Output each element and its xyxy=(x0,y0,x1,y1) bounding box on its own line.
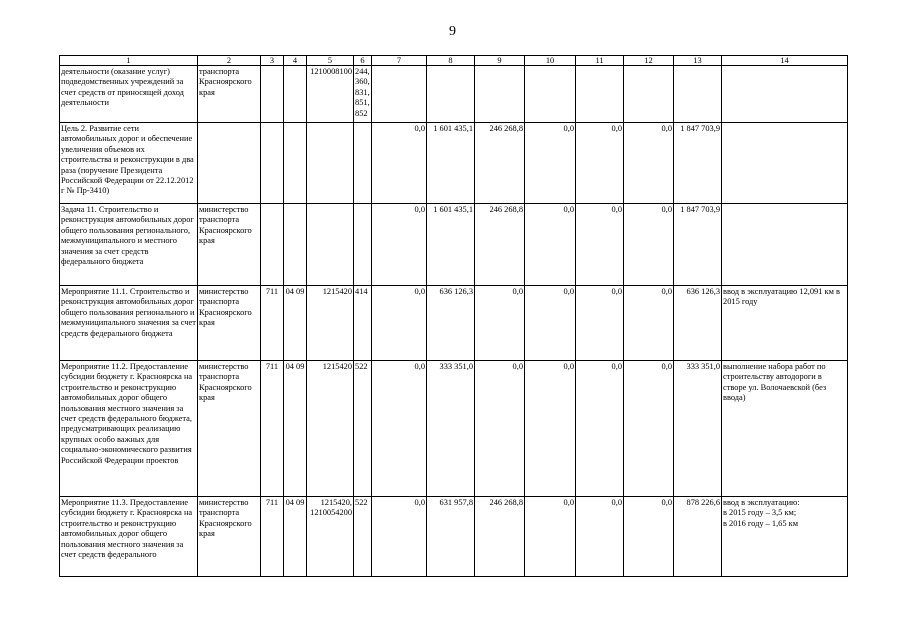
result-cell: ввод в эксплуатацию 12,091 км в 2015 году xyxy=(722,286,848,361)
amount-cell: 1 847 703,9 xyxy=(674,204,722,286)
result-cell xyxy=(722,123,848,204)
amount-cell xyxy=(427,66,475,123)
column-header: 10 xyxy=(525,56,576,66)
amount-cell: 0,0 xyxy=(525,361,576,497)
amount-cell xyxy=(372,66,427,123)
table-row xyxy=(60,66,848,123)
column-header: 11 xyxy=(576,56,624,66)
code-cell: 04 09 xyxy=(284,286,307,361)
amount-cell: 636 126,3 xyxy=(674,286,722,361)
code-cell xyxy=(307,123,354,204)
result-cell: выполнение набора работ по строительству автодороги в створе ул. Волочаевской (без ввода) xyxy=(722,361,848,497)
code-cell xyxy=(261,123,284,204)
code-cell xyxy=(354,123,372,204)
administrator-cell: министерство транспорта Красноярского края xyxy=(198,361,261,497)
amount-cell: 636 126,3 xyxy=(427,286,475,361)
amount-cell xyxy=(674,66,722,123)
code-cell xyxy=(284,66,307,123)
column-header: 7 xyxy=(372,56,427,66)
code-cell: 1210008100 xyxy=(307,66,354,123)
code-cell xyxy=(284,123,307,204)
code-cell: 711 xyxy=(261,286,284,361)
description-cell: Мероприятие 11.2. Предоставление субсидии бюджету г. Красноярска на строительство и реконструкцию автомобильных дорог общего пользования местного значения за счет средств федерального бюджета, предусматривающих реализацию крупных особо важных для социально-экономического развития Российской Федерации проектов xyxy=(60,361,198,497)
result-cell: ввод в эксплуатацию: в 2015 году – 3,5 км; в 2016 году – 1,65 км xyxy=(722,497,848,577)
code-cell xyxy=(261,204,284,286)
description-cell: Цель 2. Развитие сети автомобильных дорог и обеспечение увеличения объемов их строительства и реконструкции в два раза (поручение Президента Российской Федерации от 22.12.2012 г № Пр-3410) xyxy=(60,123,198,204)
amount-cell: 0,0 xyxy=(624,286,674,361)
amount-cell: 1 847 703,9 xyxy=(674,123,722,204)
amount-cell xyxy=(624,66,674,123)
administrator-cell: министерство транспорта Красноярского края xyxy=(198,286,261,361)
code-cell: 522 xyxy=(354,497,372,577)
code-cell xyxy=(261,66,284,123)
code-cell: 1215420, 1210054200 xyxy=(307,497,354,577)
description-cell: Мероприятие 11.3. Предоставление субсидии бюджету г. Красноярска на строительство и реконструкцию автомобильных дорог общего пользования местного значения за счет средств федерального xyxy=(60,497,198,577)
amount-cell: 0,0 xyxy=(624,361,674,497)
table-row xyxy=(60,123,848,204)
description-cell: Мероприятие 11.1. Строительство и реконструкция автомобильных дорог общего пользования регионального и межмуниципального значения за счет средств федерального бюджета xyxy=(60,286,198,361)
amount-cell: 0,0 xyxy=(475,361,525,497)
amount-cell: 0,0 xyxy=(372,497,427,577)
code-cell: 522 xyxy=(354,361,372,497)
code-cell: 711 xyxy=(261,497,284,577)
amount-cell: 0,0 xyxy=(372,123,427,204)
amount-cell: 631 957,8 xyxy=(427,497,475,577)
code-cell: 414 xyxy=(354,286,372,361)
code-cell: 1215420 xyxy=(307,361,354,497)
result-cell xyxy=(722,66,848,123)
amount-cell: 0,0 xyxy=(576,361,624,497)
amount-cell: 0,0 xyxy=(624,123,674,204)
column-header: 5 xyxy=(307,56,354,66)
table-row xyxy=(60,361,848,497)
budget-table xyxy=(59,55,848,577)
code-cell: 04 09 xyxy=(284,361,307,497)
amount-cell: 0,0 xyxy=(525,123,576,204)
amount-cell: 0,0 xyxy=(372,286,427,361)
table-row xyxy=(60,497,848,577)
amount-cell: 0,0 xyxy=(624,497,674,577)
amount-cell: 0,0 xyxy=(576,204,624,286)
amount-cell: 0,0 xyxy=(372,204,427,286)
amount-cell: 0,0 xyxy=(576,286,624,361)
column-header: 12 xyxy=(624,56,674,66)
code-cell xyxy=(284,204,307,286)
amount-cell: 333 351,0 xyxy=(674,361,722,497)
description-cell: деятельности (оказание услуг) подведомственных учреждений за счет средств от приносящей доход деятельности xyxy=(60,66,198,123)
column-header: 3 xyxy=(261,56,284,66)
table-row xyxy=(60,286,848,361)
column-header: 1 xyxy=(60,56,198,66)
amount-cell: 0,0 xyxy=(576,497,624,577)
code-cell: 1215420 xyxy=(307,286,354,361)
page-number: 9 xyxy=(449,24,456,39)
table-row xyxy=(60,204,848,286)
description-cell: Задача 11. Строительство и реконструкция автомобильных дорог общего пользования регионального, межмуниципального и местного значения за счет средств федерального бюджета xyxy=(60,204,198,286)
result-cell xyxy=(722,204,848,286)
column-header: 9 xyxy=(475,56,525,66)
administrator-cell xyxy=(198,123,261,204)
administrator-cell: министерство транспорта Красноярского края xyxy=(198,497,261,577)
amount-cell xyxy=(525,66,576,123)
amount-cell: 1 601 435,1 xyxy=(427,123,475,204)
amount-cell: 333 351,0 xyxy=(427,361,475,497)
column-header: 14 xyxy=(722,56,848,66)
amount-cell: 0,0 xyxy=(372,361,427,497)
column-header: 2 xyxy=(198,56,261,66)
column-header: 13 xyxy=(674,56,722,66)
administrator-cell: министерство транспорта Красноярского края xyxy=(198,204,261,286)
amount-cell: 0,0 xyxy=(624,204,674,286)
amount-cell: 0,0 xyxy=(525,497,576,577)
column-header: 6 xyxy=(354,56,372,66)
amount-cell: 0,0 xyxy=(525,286,576,361)
column-header-row xyxy=(60,56,848,66)
code-cell xyxy=(354,204,372,286)
administrator-cell: транспорта Красноярского края xyxy=(198,66,261,123)
code-cell: 04 09 xyxy=(284,497,307,577)
amount-cell xyxy=(475,66,525,123)
amount-cell: 0,0 xyxy=(475,286,525,361)
amount-cell xyxy=(576,66,624,123)
amount-cell: 246 268,8 xyxy=(475,123,525,204)
column-header: 8 xyxy=(427,56,475,66)
amount-cell: 0,0 xyxy=(525,204,576,286)
code-cell: 711 xyxy=(261,361,284,497)
amount-cell: 246 268,8 xyxy=(475,497,525,577)
amount-cell: 246 268,8 xyxy=(475,204,525,286)
code-cell xyxy=(307,204,354,286)
amount-cell: 0,0 xyxy=(576,123,624,204)
column-header: 4 xyxy=(284,56,307,66)
amount-cell: 1 601 435,1 xyxy=(427,204,475,286)
amount-cell: 878 226,6 xyxy=(674,497,722,577)
code-cell: 244, 360, 831, 851, 852 xyxy=(354,66,372,123)
